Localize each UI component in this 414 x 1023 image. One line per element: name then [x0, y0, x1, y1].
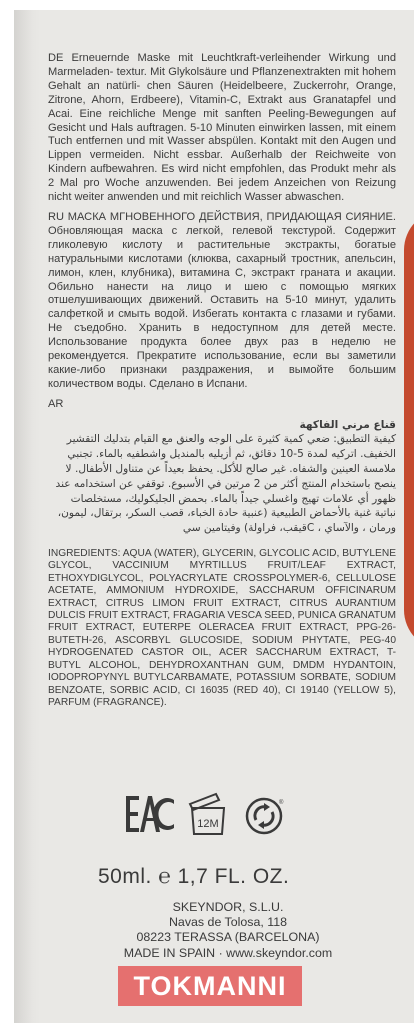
- arabic-title: قناع مرني الفاكهة: [299, 418, 396, 431]
- german-description: DE Erneuernde Maske mit Leuchtkraft-verleihender Wirkung und Marmeladen- textur. Mit Glykolsäure und Pflanzenextrakten mit hohem Gehalt an natürli- chen Säuren (Heidelbeere, Zuckerrohr, Orange, Zitrone, Ahorn, Erdbeere), Vitamin-C, Extrakt aus Granatapfel und Acai. Eine reichliche Menge mit sanften Peeling-Bewegungen auf Gesicht und Hals auftragen. 5-10 Minuten einwirken lassen, mit einem Tuch entfernen und mit Wasser abspülen. Kontakt mit den Augen und Lippen vermeiden. Nicht essbar. Außerhalb der Reichweite von Kindern aufbewahren. Es wird nicht empfohlen, das Produkt mehr als 2 Mal pro Woche anzuwenden. Bei jedem Anzeichen von Reizung nicht weiter anwenden und mit reichlich Wasser abwaschen.: [48, 52, 396, 204]
- svg-text:EAC: EAC: [124, 792, 127, 793]
- manufacturer-block: [60, 900, 396, 961]
- accent-band: [404, 210, 414, 650]
- eac-mark-icon: [124, 792, 176, 836]
- ingredients-list: INGREDIENTS: AQUA (WATER), GLYCERIN, GLYCOLIC ACID, BUTYLENE GLYCOL, VACCINIUM MYRTILLUS FRUIT/LEAF EXTRACT, ETHOXYDIGLYCOL, POLYACRYLATE CROSSPOLYMER-6, CELLULOSE ACETATE, AMMONIUM HYDROXIDE, SACCHARUM OFFICINARUM EXTRACT, CITRUS LIMON FRUIT EXTRACT, CITRUS AURANTIUM DULCIS FRUIT EXTRACT, FRAGARIA VESCA SEED, PUNICA GRANATUM FRUIT EXTRACT, EUTERPE OLERACEA FRUIT EXTRACT, PPG-26-BUTETH-26, ASCORBYL GLUCOSIDE, SODIUM PHYTATE, PEG-40 HYDROGENATED CASTOR OIL, ACER SACCHARUM EXTRACT, T-BUTYL ALCOHOL, DEHYDROXANTHAN GUM, DMDM HYDANTOIN, IODOPROPYNYL BUTYLCARBAMATE, POTASSIUM SORBATE, SODIUM BENZOATE, SORBIC ACID, CI 16035 (RED 40), CI 19140 (YELLOW 5), PARFUM (FRAGRANCE).: [48, 548, 396, 708]
- recycle-icon: [244, 796, 284, 836]
- russian-description: RU МАСКА МГНОВЕННОГО ДЕЙСТВИЯ, ПРИДАЮЩАЯ СИЯНИЕ. Обновляющая маска с легкой, гелевой текстурой. Содержит гликолевую кислоту и растительные экстракты, богатые натуральными кислотами (клюква, сахарный тростник, апельсин, лимон, клен, клубника), витамина С, экстракт граната и акации. Обильно нанести на лицо и шею с помощью мягких отшелушивающих движений. Оставить на 5-10 минут, удалить салфеткой и смыть водой. Избегать контакта с глазами и губами. Не съедобно. Хранить в недоступном для детей месте. Использование продукта более двух раз в неделю не рекомендуется. Прекратите использование, если вы заметили какие-либо признаки раздражения, и вымойте большим количеством воды. Сделано в Испани.: [48, 210, 396, 390]
- address-line-1: Navas de Tolosa, 118: [168, 915, 288, 930]
- tokmanni-watermark: TOKMANNI: [118, 966, 302, 1006]
- made-in-line: MADE IN SPAIN · www.skeyndor.com: [123, 945, 333, 960]
- certification-icons: [124, 792, 304, 852]
- volume-label: 50ml. ℮ 1,7 FL. OZ.: [98, 865, 290, 888]
- period-after-opening-icon: [186, 792, 230, 838]
- label-text-panel: [48, 52, 396, 709]
- svg-text:®: ®: [279, 800, 284, 806]
- arabic-description: كيفية التطبيق: ضعي كمية كثيرة على الوجه والعنق مع القيام بتدليك التقشير الخفيف. اتركيه لمدة 5-10 دقائق، ثم أزيليه بالمنديل واشطفيه بالماء. تجنبي ملامسة العينين والشفاه. غير صالح للأكل. يحفظ بعيداً عن متناول الأطفال. لا ينصح باستخدام المنتج أكثر من 2 مرتين في الأسبوع. توقفي عن استخدامه عند ظهور أي علامات تهيج واغسلي جيداً بالماء. بحمض الجليكوليك، مستخلصات نباتية غنية بالأحماض الطبيعية (عنبية حادة الخباء، قصب السكر، برتقال، ليمون، ورمان ، والآساي ، C‏قيقب، فراولة) وفيتامين سي: [55, 433, 396, 535]
- company-name: SKEYNDOR, S.L.U.: [172, 900, 284, 914]
- address-line-2: 08223 TERASSA (BARCELONA): [136, 930, 320, 945]
- pao-label: 12M: [197, 818, 219, 830]
- arabic-code: AR: [48, 397, 64, 410]
- box-fold-edge: [14, 10, 40, 1023]
